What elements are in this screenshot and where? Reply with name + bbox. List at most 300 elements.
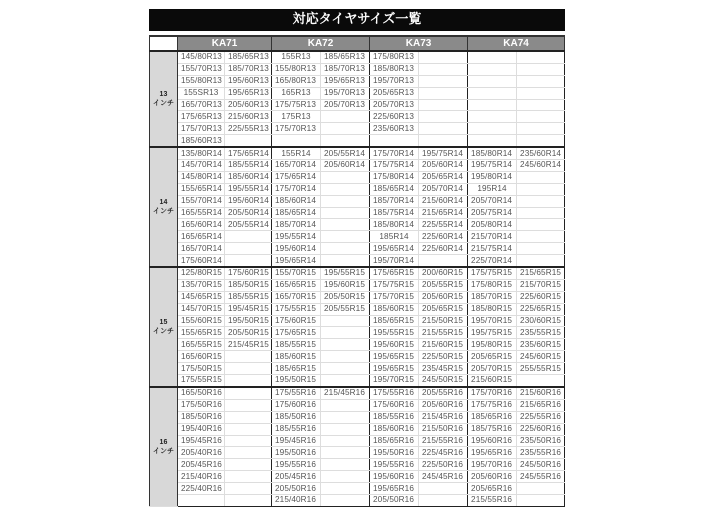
tire-size-cell: 195/45R16 — [178, 435, 225, 447]
tire-size-cell: 215/65R15 — [517, 267, 565, 279]
tire-size-cell — [419, 75, 468, 87]
tire-size-cell: 235/45R15 — [419, 363, 468, 375]
tire-size-cell: 205/65R13 — [370, 87, 419, 99]
tire-size-cell: 155/70R14 — [178, 195, 225, 207]
table-row — [150, 327, 565, 339]
table-row — [150, 63, 565, 75]
table-row — [150, 399, 565, 411]
table-row — [150, 87, 565, 99]
tire-size-cell: 225/45R16 — [419, 447, 468, 459]
tire-size-cell — [321, 399, 370, 411]
tire-size-cell: 205/55R15 — [419, 279, 468, 291]
tire-size-cell — [225, 255, 272, 267]
tire-size-cell: 185/60R15 — [370, 303, 419, 315]
tire-size-cell — [321, 447, 370, 459]
tire-size-cell: 185/65R15 — [370, 315, 419, 327]
tire-size-cell: 195/70R15 — [370, 375, 419, 387]
tire-size-cell: 155/65R14 — [178, 183, 225, 195]
tire-size-cell: 165/70R13 — [178, 99, 225, 111]
tire-size-cell: 215/60R14 — [419, 195, 468, 207]
tire-size-cell — [517, 243, 565, 255]
tire-size-cell: 195/55R14 — [225, 183, 272, 195]
tire-size-cell: 205/55R15 — [321, 303, 370, 315]
tire-size-cell: 195/55R15 — [321, 267, 370, 279]
tire-size-cell: 205/40R16 — [178, 447, 225, 459]
tire-size-cell — [321, 327, 370, 339]
section-label-15-inch — [150, 267, 178, 387]
table-row — [150, 387, 565, 399]
rim-size: 13 — [159, 91, 168, 99]
tire-size-cell — [321, 195, 370, 207]
tire-size-cell — [517, 123, 565, 135]
table-row — [150, 183, 565, 195]
tire-size-cell: 175/70R16 — [468, 387, 517, 399]
tire-size-cell — [321, 411, 370, 423]
tire-size-cell — [370, 135, 419, 147]
tire-size-cell — [225, 423, 272, 435]
tire-size-cell: 185/50R15 — [225, 279, 272, 291]
tire-size-cell — [321, 111, 370, 123]
tire-size-cell: 165R13 — [272, 87, 321, 99]
tire-size-cell: 215/55R16 — [419, 435, 468, 447]
table-row — [150, 75, 565, 87]
tire-size-cell: 205/70R13 — [321, 99, 370, 111]
tire-size-cell: 175/80R14 — [370, 171, 419, 183]
tire-size-cell: 195/60R15 — [321, 279, 370, 291]
tire-size-cell: 185/55R16 — [272, 423, 321, 435]
tire-size-cell: 185/80R14 — [468, 147, 517, 159]
table-row — [150, 267, 565, 279]
tire-size-cell: 225/50R15 — [419, 351, 468, 363]
header-ka72: KA72 — [272, 36, 370, 51]
table-row — [150, 303, 565, 315]
tire-size-cell: 155/70R15 — [272, 267, 321, 279]
table-row — [150, 291, 565, 303]
tire-size-cell: 175/80R13 — [370, 51, 419, 63]
table-row — [150, 123, 565, 135]
tire-size-cell: 165/70R14 — [178, 243, 225, 255]
tire-size-cell: 225/55R14 — [419, 219, 468, 231]
table-row — [150, 111, 565, 123]
tire-size-cell: 245/55R16 — [517, 471, 565, 483]
tire-size-cell — [225, 459, 272, 471]
tire-size-cell — [225, 231, 272, 243]
tire-size-cell: 195/65R16 — [468, 447, 517, 459]
tire-size-cell: 195/70R16 — [468, 459, 517, 471]
table-row — [150, 351, 565, 363]
tire-size-cell: 195/70R15 — [468, 315, 517, 327]
tire-size-cell: 185/70R15 — [468, 291, 517, 303]
tire-size-cell: 195/75R14 — [468, 160, 517, 172]
tire-size-cell: 205/65R16 — [468, 483, 517, 495]
tire-size-cell: 215/60R13 — [225, 111, 272, 123]
tire-size-cell: 215/70R15 — [517, 279, 565, 291]
tire-size-cell: 205/80R14 — [468, 219, 517, 231]
tire-size-cell: 195/70R13 — [321, 87, 370, 99]
tire-size-cell — [321, 231, 370, 243]
header-blank-cell — [150, 36, 178, 51]
tire-size-cell: 215/75R14 — [468, 243, 517, 255]
tire-size-cell: 185/55R15 — [272, 339, 321, 351]
tire-size-cell: 195/50R16 — [370, 447, 419, 459]
tire-size-cell: 175/50R16 — [178, 399, 225, 411]
tire-size-cell: 245/50R15 — [419, 375, 468, 387]
tire-size-cell — [419, 255, 468, 267]
tire-size-cell: 205/50R16 — [370, 494, 419, 506]
header-ka73: KA73 — [370, 36, 468, 51]
tire-size-cell: 145/80R14 — [178, 171, 225, 183]
tire-size-cell: 195/60R15 — [370, 339, 419, 351]
tire-size-cell: 235/55R16 — [517, 447, 565, 459]
tire-size-cell — [419, 123, 468, 135]
tire-size-cell — [225, 471, 272, 483]
tire-size-cell: 215/45R16 — [321, 387, 370, 399]
tire-size-cell: 215/55R15 — [419, 327, 468, 339]
tire-size-cell: 215/60R15 — [419, 339, 468, 351]
section-label-16-inch — [150, 387, 178, 506]
tire-size-cell — [468, 111, 517, 123]
tire-size-cell: 185/70R13 — [321, 63, 370, 75]
tire-size-cell: 200/60R15 — [419, 267, 468, 279]
tire-size-cell: 185/65R14 — [370, 183, 419, 195]
tire-size-cell: 165/55R15 — [178, 339, 225, 351]
table-row — [150, 363, 565, 375]
tire-size-cell: 165/55R14 — [178, 207, 225, 219]
tire-size-cell: 235/60R13 — [370, 123, 419, 135]
table-row — [150, 195, 565, 207]
tire-size-cell: 135/70R15 — [178, 279, 225, 291]
tire-size-cell: 195/65R13 — [321, 75, 370, 87]
tire-size-cell — [468, 51, 517, 63]
tire-size-cell: 195/75R14 — [419, 147, 468, 159]
tire-size-cell: 195/60R16 — [468, 435, 517, 447]
tire-size-cell — [225, 399, 272, 411]
tire-size-cell: 195/65R14 — [272, 255, 321, 267]
table-row — [150, 411, 565, 423]
table-row — [150, 171, 565, 183]
tire-size-cell — [321, 255, 370, 267]
tire-size-cell: 175/60R14 — [178, 255, 225, 267]
tire-size-cell: 125/80R15 — [178, 267, 225, 279]
table-row — [150, 147, 565, 159]
tire-size-cell: 225/55R13 — [225, 123, 272, 135]
tire-size-cell: 155R13 — [272, 51, 321, 63]
tire-size-cell — [321, 171, 370, 183]
tire-size-cell: 195/45R16 — [272, 435, 321, 447]
table-row — [150, 243, 565, 255]
tire-size-cell: 175/65R15 — [272, 327, 321, 339]
tire-size-cell: 215/50R16 — [419, 423, 468, 435]
tire-size-cell: 205/55R16 — [419, 387, 468, 399]
tire-size-cell: 205/60R15 — [419, 291, 468, 303]
tire-size-cell — [419, 494, 468, 506]
tire-size-cell — [321, 375, 370, 387]
tire-size-cell — [321, 339, 370, 351]
table-row — [150, 279, 565, 291]
tire-size-cell: 155/80R13 — [272, 63, 321, 75]
tire-size-cell — [517, 494, 565, 506]
tire-size-cell: 195/55R16 — [272, 459, 321, 471]
tire-size-cell — [225, 435, 272, 447]
tire-size-cell — [225, 447, 272, 459]
table-row — [150, 423, 565, 435]
tire-size-cell: 175/60R16 — [272, 399, 321, 411]
tire-size-cell: 215/70R14 — [468, 231, 517, 243]
tire-size-cell: 205/70R14 — [419, 183, 468, 195]
tire-size-cell: 185/60R15 — [272, 351, 321, 363]
tire-size-cell: 205/60R13 — [225, 99, 272, 111]
tire-size-cell — [419, 135, 468, 147]
tire-size-cell: 205/60R14 — [321, 160, 370, 172]
tire-size-cell — [468, 87, 517, 99]
tire-size-cell — [517, 51, 565, 63]
tire-size-cell — [321, 243, 370, 255]
tire-size-cell — [225, 483, 272, 495]
tire-size-cell: 185/75R16 — [468, 423, 517, 435]
header-ka71: KA71 — [178, 36, 272, 51]
tire-size-cell: 185/60R14 — [272, 195, 321, 207]
rim-unit: インチ — [152, 447, 175, 455]
tire-size-cell: 195/45R15 — [225, 303, 272, 315]
tire-size-cell: 225/65R15 — [517, 303, 565, 315]
rim-unit: インチ — [152, 100, 175, 108]
tire-size-cell: 165/70R14 — [272, 160, 321, 172]
tire-size-cell: 195R14 — [468, 183, 517, 195]
rim-size: 16 — [159, 438, 168, 446]
tire-size-cell: 165/50R16 — [178, 387, 225, 399]
tire-size-cell: 185/70R14 — [272, 219, 321, 231]
tire-size-cell — [321, 471, 370, 483]
tire-size-cell: 175/50R15 — [178, 363, 225, 375]
tire-size-cell: 205/50R15 — [225, 327, 272, 339]
tire-size-cell: 155SR13 — [178, 87, 225, 99]
tire-size-cell: 205/70R15 — [468, 363, 517, 375]
tire-size-cell: 215/40R16 — [272, 494, 321, 506]
tire-size-cell: 165/80R13 — [272, 75, 321, 87]
tire-size-cell: 175/75R15 — [370, 279, 419, 291]
tire-size-cell: 205/55R14 — [225, 219, 272, 231]
tire-size-cell — [517, 207, 565, 219]
table-row — [150, 459, 565, 471]
tire-size-cell — [178, 494, 225, 506]
tire-size-cell: 225/60R15 — [517, 291, 565, 303]
tire-size-cell: 185/55R15 — [225, 291, 272, 303]
tire-size-cell: 195/50R15 — [225, 315, 272, 327]
tire-size-cell: 195/60R13 — [225, 75, 272, 87]
tire-size-cell: 155R14 — [272, 147, 321, 159]
tire-size-cell — [321, 351, 370, 363]
tire-size-cell: 205/60R16 — [468, 471, 517, 483]
tire-size-cell — [517, 255, 565, 267]
tire-size-cell: 195/60R14 — [272, 243, 321, 255]
tire-size-cell: 215/65R14 — [419, 207, 468, 219]
table-row — [150, 231, 565, 243]
table-row — [150, 255, 565, 267]
tire-size-cell: 175/65R14 — [272, 171, 321, 183]
tire-size-cell: 145/80R13 — [178, 51, 225, 63]
tire-size-cell — [321, 494, 370, 506]
tire-size-cell: 185/65R13 — [225, 51, 272, 63]
tire-size-cell: 205/50R16 — [272, 483, 321, 495]
tire-size-cell: 195/65R14 — [370, 243, 419, 255]
tire-size-cell — [517, 87, 565, 99]
tire-size-cell — [517, 99, 565, 111]
tire-size-cell — [468, 63, 517, 75]
tire-size-cell — [468, 123, 517, 135]
tire-size-cell: 155/80R13 — [178, 75, 225, 87]
tire-size-cell — [321, 423, 370, 435]
rim-size: 14 — [159, 199, 168, 207]
tire-size-cell: 175/55R16 — [370, 387, 419, 399]
tire-size-cell: 155/70R13 — [178, 63, 225, 75]
tire-size-cell: 175/65R14 — [225, 147, 272, 159]
tire-size-cell: 225/50R16 — [419, 459, 468, 471]
tire-size-cell: 175R13 — [272, 111, 321, 123]
tire-size-cell: 185/60R13 — [178, 135, 225, 147]
tire-size-cell — [517, 111, 565, 123]
tire-size-cell: 205/65R15 — [419, 303, 468, 315]
tire-size-cell: 185/70R13 — [225, 63, 272, 75]
tire-size-cell: 185/70R14 — [370, 195, 419, 207]
tire-size-cell — [517, 483, 565, 495]
table-row — [150, 219, 565, 231]
tire-size-cell — [321, 135, 370, 147]
rim-unit: インチ — [152, 208, 175, 216]
tire-size-cell — [419, 51, 468, 63]
tire-size-cell: 205/65R15 — [468, 351, 517, 363]
tire-size-cell: 205/60R16 — [419, 399, 468, 411]
tire-size-cell — [517, 183, 565, 195]
tire-size-cell: 175/55R15 — [178, 375, 225, 387]
header-ka74: KA74 — [468, 36, 565, 51]
tire-size-cell: 195/65R15 — [370, 363, 419, 375]
table-row — [150, 315, 565, 327]
tire-size-cell: 165/65R15 — [272, 279, 321, 291]
tire-size-cell: 205/65R14 — [419, 171, 468, 183]
tire-size-cell: 195/80R15 — [468, 339, 517, 351]
tire-size-cell: 195/70R14 — [370, 255, 419, 267]
tire-size-cell: 215/55R16 — [468, 494, 517, 506]
tire-size-cell: 205/50R15 — [321, 291, 370, 303]
tire-size-cell: 135/80R14 — [178, 147, 225, 159]
tire-size-cell: 185/55R16 — [370, 411, 419, 423]
tire-size-cell: 195/55R15 — [370, 327, 419, 339]
tire-size-cell: 225/70R14 — [468, 255, 517, 267]
tire-size-cell: 195/70R13 — [370, 75, 419, 87]
table-row — [150, 51, 565, 63]
tire-size-cell — [468, 75, 517, 87]
tire-size-cell: 175/75R16 — [468, 399, 517, 411]
tire-size-cell: 225/40R16 — [178, 483, 225, 495]
tire-size-cell: 235/55R15 — [517, 327, 565, 339]
tire-size-cell: 235/60R14 — [517, 147, 565, 159]
tire-size-cell — [419, 99, 468, 111]
tire-size-cell: 195/50R15 — [272, 375, 321, 387]
tire-size-cell — [321, 483, 370, 495]
table-title: 対応タイヤサイズ一覧 — [149, 9, 565, 31]
tire-size-cell — [225, 363, 272, 375]
table-row — [150, 471, 565, 483]
tire-size-cell: 175/65R13 — [178, 111, 225, 123]
tire-size-cell: 185/65R14 — [272, 207, 321, 219]
tire-size-cell: 175/70R15 — [370, 291, 419, 303]
table-row — [150, 99, 565, 111]
tire-size-cell: 175/65R15 — [370, 267, 419, 279]
tire-size-cell: 195/65R16 — [370, 483, 419, 495]
tire-size-cell: 205/55R14 — [321, 147, 370, 159]
tire-size-cell: 205/70R13 — [370, 99, 419, 111]
tire-size-cell: 145/70R14 — [178, 160, 225, 172]
tire-size-cell — [225, 387, 272, 399]
table-row — [150, 375, 565, 387]
table-row — [150, 494, 565, 506]
table-row — [150, 160, 565, 172]
tire-size-cell: 175/70R13 — [178, 123, 225, 135]
tire-size-cell: 175/60R15 — [272, 315, 321, 327]
table-row — [150, 207, 565, 219]
tire-size-cell: 175/75R14 — [370, 160, 419, 172]
tire-size-cell: 245/45R16 — [419, 471, 468, 483]
tire-size-cell: 225/55R16 — [517, 411, 565, 423]
tire-size-cell: 175/60R16 — [370, 399, 419, 411]
tire-size-cell: 185/50R16 — [178, 411, 225, 423]
tire-size-cell: 195/75R15 — [468, 327, 517, 339]
tire-size-cell: 205/50R14 — [225, 207, 272, 219]
tire-size-cell — [517, 375, 565, 387]
tire-size-cell: 235/60R15 — [517, 339, 565, 351]
tire-size-cell: 215/65R16 — [517, 399, 565, 411]
tire-size-cell — [225, 351, 272, 363]
tire-size-cell — [321, 363, 370, 375]
section-label-13-inch — [150, 51, 178, 147]
tire-size-cell: 235/50R16 — [517, 435, 565, 447]
tire-size-cell: 175/55R15 — [272, 303, 321, 315]
tire-size-cell: 215/60R16 — [517, 387, 565, 399]
tire-size-cell — [419, 87, 468, 99]
tire-size-cell: 195/65R15 — [370, 351, 419, 363]
header-row — [150, 36, 565, 51]
tire-size-cell: 205/70R14 — [468, 195, 517, 207]
tire-size-cell: 195/55R16 — [370, 459, 419, 471]
tire-size-cell — [225, 494, 272, 506]
tire-size-cell — [517, 135, 565, 147]
tire-size-cell: 230/60R15 — [517, 315, 565, 327]
tire-size-cell: 245/60R14 — [517, 160, 565, 172]
tire-size-cell: 195/65R13 — [225, 87, 272, 99]
tire-size-cell: 215/40R16 — [178, 471, 225, 483]
tire-size-cell: 175/70R14 — [272, 183, 321, 195]
tire-size-cell — [419, 63, 468, 75]
tire-size-cell: 215/50R15 — [419, 315, 468, 327]
tire-size-cell: 185/75R14 — [370, 207, 419, 219]
tire-size-cell: 185R14 — [370, 231, 419, 243]
tire-size-cell: 215/45R15 — [225, 339, 272, 351]
table-row — [150, 435, 565, 447]
tire-size-cell — [272, 135, 321, 147]
tire-size-cell: 175/60R15 — [225, 267, 272, 279]
tire-size-cell — [321, 183, 370, 195]
tire-size-cell — [468, 135, 517, 147]
tire-size-cell: 175/75R15 — [468, 267, 517, 279]
tire-size-cell — [321, 207, 370, 219]
tire-size-cell: 195/55R14 — [272, 231, 321, 243]
tire-size-cell: 225/60R14 — [419, 231, 468, 243]
tire-size-table — [149, 35, 565, 507]
tire-size-cell — [419, 483, 468, 495]
tire-size-cell: 145/65R15 — [178, 291, 225, 303]
tire-size-cell: 205/45R16 — [178, 459, 225, 471]
tire-size-cell: 185/65R13 — [321, 51, 370, 63]
